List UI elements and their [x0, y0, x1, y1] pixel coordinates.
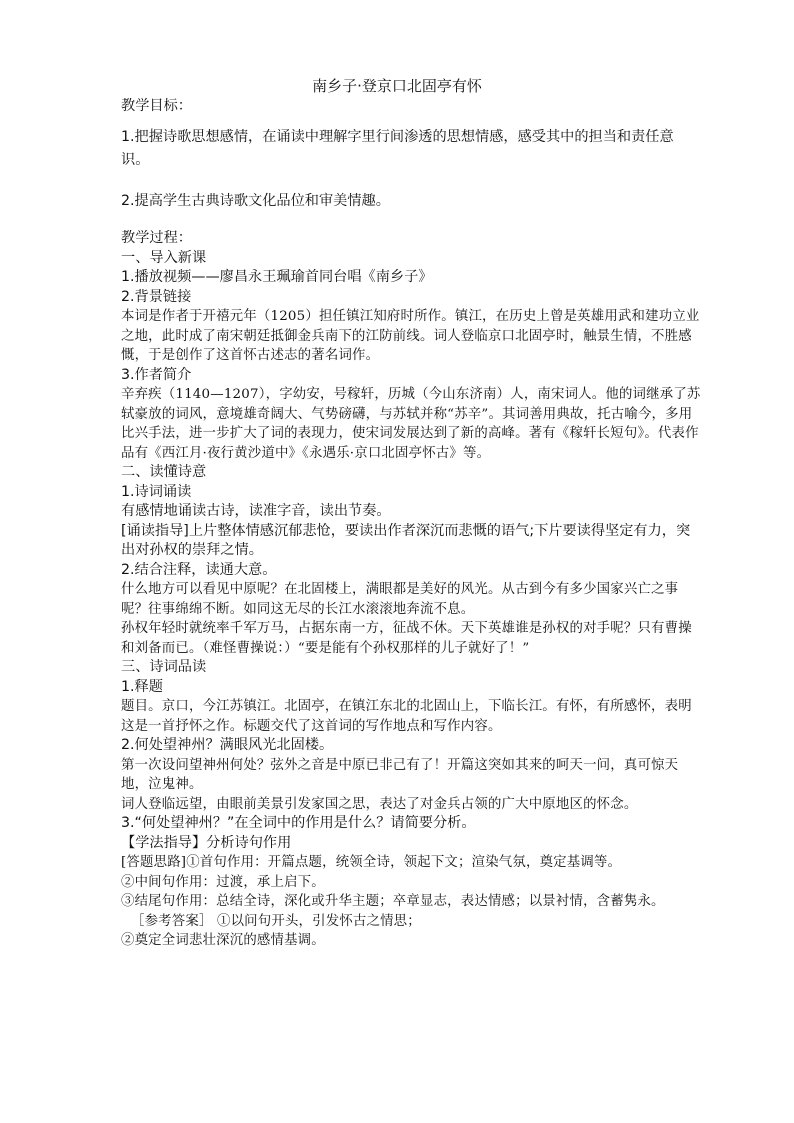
section-heading: 教学目标： [121, 98, 192, 114]
document-title: 南乡子·登京口北固亭有怀 [312, 77, 482, 95]
step-heading: 1.诗词诵读 [121, 483, 192, 500]
section-heading: 教学过程： [121, 230, 192, 246]
guidance-paragraph: [诵读指导]上片整体情感沉郁悲怆，要读出作者深沉而悲慨的语气;下片要读得坚定有力，突出对孙权的崇拜之情。 [121, 522, 691, 558]
objective-item: 2.提高学生古典诗歌文化品位和审美情趣。 [121, 192, 390, 209]
step-heading: 2.背景链接 [121, 288, 192, 305]
document-body [121, 97, 701, 951]
body-paragraph: 有感情地诵读古诗，读准字音，读出节奏。 [121, 503, 391, 519]
answer-paragraph: ③结尾句作用：总结全诗，深化或升华主题；卒章显志，表达情感；以景衬情，含蓄隽永。 [121, 894, 665, 909]
step-heading: 2.何处望神州？满眼风光北固楼。 [121, 737, 334, 753]
answer-paragraph: [答题思路]①首句作用：开篇点题，统领全诗，领起下文；渲染气氛，奠定基调等。 [121, 855, 622, 870]
step-heading: 1.播放视频——廖昌永王珮瑜首同台唱《南乡子》 [121, 269, 433, 285]
method-heading: 【学法指导】分析诗句作用 [121, 834, 292, 851]
part-heading: 一、导入新课 [121, 249, 207, 266]
step-heading: 1.释题 [121, 678, 163, 695]
step-heading: 3.作者简介 [121, 366, 192, 383]
reference-answer: ［参考答案］ ①以问句开头，引发怀古之情思； [131, 913, 421, 929]
objective-item: 1.把握诗歌思想感情，在诵读中理解字里行间渗透的思想情感，感受其中的担当和责任意识。 [121, 128, 674, 168]
reference-answer: ②奠定全词悲壮深沉的感情基调。 [121, 933, 325, 948]
question-heading: 3.“何处望神州？”在全词中的作用是什么？请简要分析。 [121, 815, 476, 831]
part-heading: 二、读懂诗意 [121, 464, 207, 480]
body-paragraph: 辛弃疾（1140—1207），字幼安，号稼轩，历城（今山东济南）人，南宋词人。他的词继承了苏轼豪放的词风，意境雄奇阔大、气势磅礴，与苏轼并称“苏辛”。其词善用典故，托古喻今，多用比兴手法，进一步扩大了词的表现力，使宋词发展达到了新的高峰。著有《稼轩长短句》。代表作品有《西江月·夜行黄沙道中》《永遇乐·京口北固亭怀古》等。 [121, 387, 701, 461]
body-paragraph: 题目。京口，今江苏镇江。北固亭，在镇江东北的北固山上，下临长江。有怀，有所感怀，表明这是一首抒怀之作。标题交代了这首词的写作地点和写作内容。 [121, 699, 692, 734]
part-heading: 三、诗词品读 [121, 659, 207, 675]
body-paragraph: 什么地方可以看见中原呢？在北固楼上，满眼都是美好的风光。从古到今有多少国家兴亡之事呢？往事绵绵不断。如同这无尽的长江水滚滚地奔流不息。 [121, 582, 679, 617]
body-paragraph: 孙权年轻时就统率千军万马，占据东南一方，征战不休。天下英雄谁是孙权的对手呢？只有曹操和刘备而已。（难怪曹操说：）“要是能有个孙权那样的儿子就好了！” [121, 621, 692, 656]
answer-paragraph: ②中间句作用：过渡，承上启下。 [121, 874, 325, 890]
body-paragraph: 词人登临远望，由眼前美景引发家国之思，表达了对金兵占领的广大中原地区的怀念。 [121, 796, 638, 812]
step-heading: 2.结合注释，读通大意。 [121, 561, 277, 578]
body-paragraph: 第一次设问望神州何处？弦外之音是中原已非己有了！开篇这突如其来的呵天一问，真可惊天地，泣鬼神。 [121, 757, 679, 792]
body-paragraph: 本词是作者于开禧元年（1205）担任镇江知府时所作。镇江，在历史上曾是英雄用武和建功立业之地，此时成了南宋朝廷抵御金兵南下的江防前线。词人登临京口北固亭时，触景生情，不胜感慨，于是创作了这首怀古述志的著名词作。 [121, 309, 700, 363]
